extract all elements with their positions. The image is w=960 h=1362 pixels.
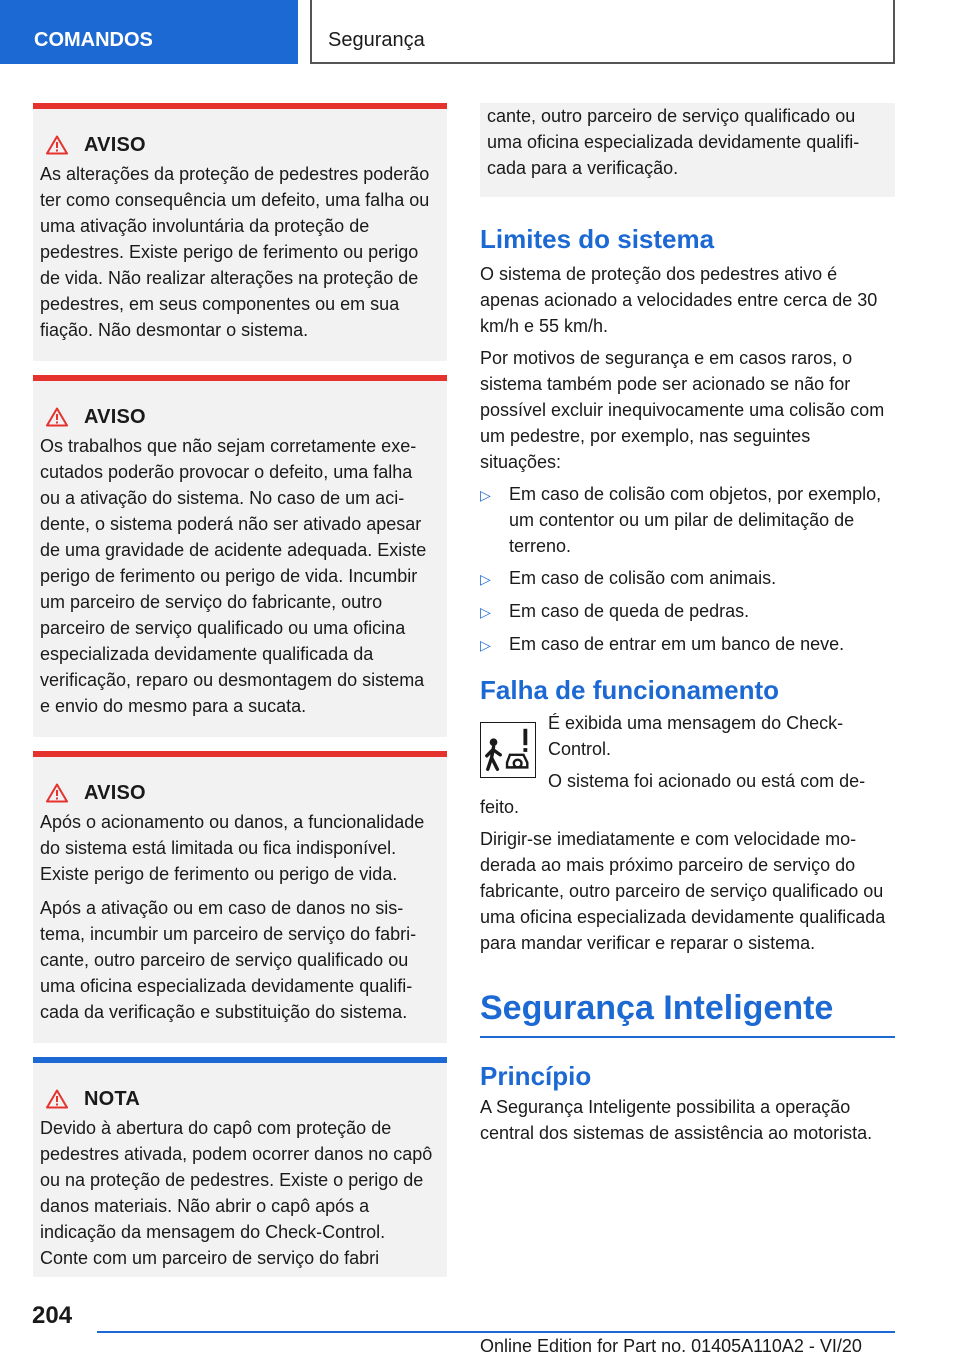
paragraph: A Segurança Inteligente possibilita a operação central dos sistemas de assistência ao motorista. xyxy=(480,1097,873,1143)
malfunction-section xyxy=(480,674,895,956)
notice-text: Após o acionamento ou danos, a funcionalidade do sistema está limitada ou fica indisponível. Existe perigo de ferimento ou perigo de vida. xyxy=(40,812,425,884)
intelligent-safety-section xyxy=(480,988,895,1146)
list-item xyxy=(480,565,895,592)
chapter-heading: Segurança Inteligente xyxy=(480,988,895,1038)
triangle-bullet-icon: ▷ xyxy=(480,571,491,587)
fault-message-block xyxy=(480,710,895,820)
triangle-bullet-icon: ▷ xyxy=(480,604,491,620)
list-item xyxy=(480,631,895,658)
warning-notice-3 xyxy=(33,751,447,1043)
list-item xyxy=(480,598,895,625)
situation-list xyxy=(480,481,895,658)
note-continuation: cante, outro parceiro de serviço qualificado ou uma oficina especializada devidamente qualificada para a verificação. xyxy=(480,103,895,197)
limits-section xyxy=(480,223,895,658)
note-notice xyxy=(33,1057,447,1277)
warning-triangle-icon xyxy=(46,407,68,427)
warning-triangle-icon xyxy=(46,1089,68,1109)
paragraph: O sistema de proteção dos pedestres ativo é apenas acionado a velocidades entre cerca de 30 km/h e 55 km/h. xyxy=(480,264,878,336)
notice-text: Devido à abertura do capô com proteção de pedestres ativada, podem ocorrer danos no capô ou na proteção de pedestres. Existe o perigo de danos materiais. Não abrir o capô após a indicação da mensagem do Check-Control. Conte com um parceiro de serviço do fabri xyxy=(40,1118,433,1268)
notice-title: AVISO xyxy=(84,133,146,156)
list-item-text: Em caso de entrar em um banco de neve. xyxy=(509,634,845,654)
list-item xyxy=(480,481,895,559)
list-item-text: Em caso de queda de pedras. xyxy=(509,601,750,621)
triangle-bullet-icon: ▷ xyxy=(480,487,491,503)
notice-title: AVISO xyxy=(84,781,146,804)
warning-notice-1 xyxy=(33,103,447,361)
notice-title: AVISO xyxy=(84,405,146,428)
section-heading: Falha de funcionamento xyxy=(480,675,780,705)
paragraph: O sistema foi acionado ou está com defeito. xyxy=(480,771,866,817)
paragraph: Dirigir-se imediatamente e com velocidade moderada ao mais próximo parceiro de serviço do fabricante, outro parceiro de serviço qualificado ou uma oficina especializada devidamente qualificada para mandar verificar e reparar o sistema. xyxy=(480,829,886,953)
section-tab: COMANDOS xyxy=(0,0,298,64)
page-number: 204 xyxy=(32,1302,73,1329)
warning-notice-2 xyxy=(33,375,447,737)
edition-info: Online Edition for Part no. 01405A110A2 - VI/20 xyxy=(480,1336,862,1356)
notices-column xyxy=(33,103,447,1291)
footer-divider xyxy=(97,1331,895,1333)
section-heading: Princípio xyxy=(480,1061,592,1091)
list-item-text: Em caso de colisão com objetos, por exemplo, um contentor ou um pilar de delimitação de terreno. xyxy=(509,484,882,556)
content-column xyxy=(480,103,895,1146)
notice-text: Após a ativação ou em caso de danos no sistema, incumbir um parceiro de serviço do fabricante, outro parceiro de serviço qualificado ou uma oficina especializada devidamente qualificada da verificação e substituição do sistema. xyxy=(40,898,417,1022)
pedestrian-protection-fault-icon xyxy=(480,722,536,778)
paragraph: É exibida uma mensagem do Check-Control. xyxy=(548,713,844,759)
list-item-text: Em caso de colisão com animais. xyxy=(509,568,777,588)
warning-triangle-icon xyxy=(46,783,68,803)
notice-text: Os trabalhos que não sejam corretamente executados poderão provocar o defeito, uma falha ou a ativação do sistema. No caso de um acidente, o sistema poderá não ser ativado apesar de uma gravidade de acidente adequada. Existe perigo de ferimento ou perigo de vida. Incumbir um parceiro de serviço do fabricante, outro parceiro de serviço qualificado ou uma oficina especializada devidamente qualificada da verificação, reparo ou desmontagem do sistema e envio do mesmo para a sucata. xyxy=(40,436,427,716)
triangle-bullet-icon: ▷ xyxy=(480,637,491,653)
warning-triangle-icon xyxy=(46,135,68,155)
page-title: Segurança xyxy=(310,0,895,64)
notice-title: NOTA xyxy=(84,1087,140,1110)
paragraph: Por motivos de segurança e em casos raros, o sistema também pode ser acionado se não for possível excluir inequivocamente uma colisão com um pedestre, por exemplo, nas seguintes situações: xyxy=(480,348,885,472)
section-heading: Limites do sistema xyxy=(480,224,715,254)
notice-text: As alterações da proteção de pedestres poderão ter como consequência um defeito, uma falha ou uma ativação involuntária da proteção de pedestres. Existe perigo de ferimento ou perigo de vida. Não realizar alterações na proteção de pedestres, em seus componentes ou em sua fiação. Não desmontar o sistema. xyxy=(40,164,430,340)
